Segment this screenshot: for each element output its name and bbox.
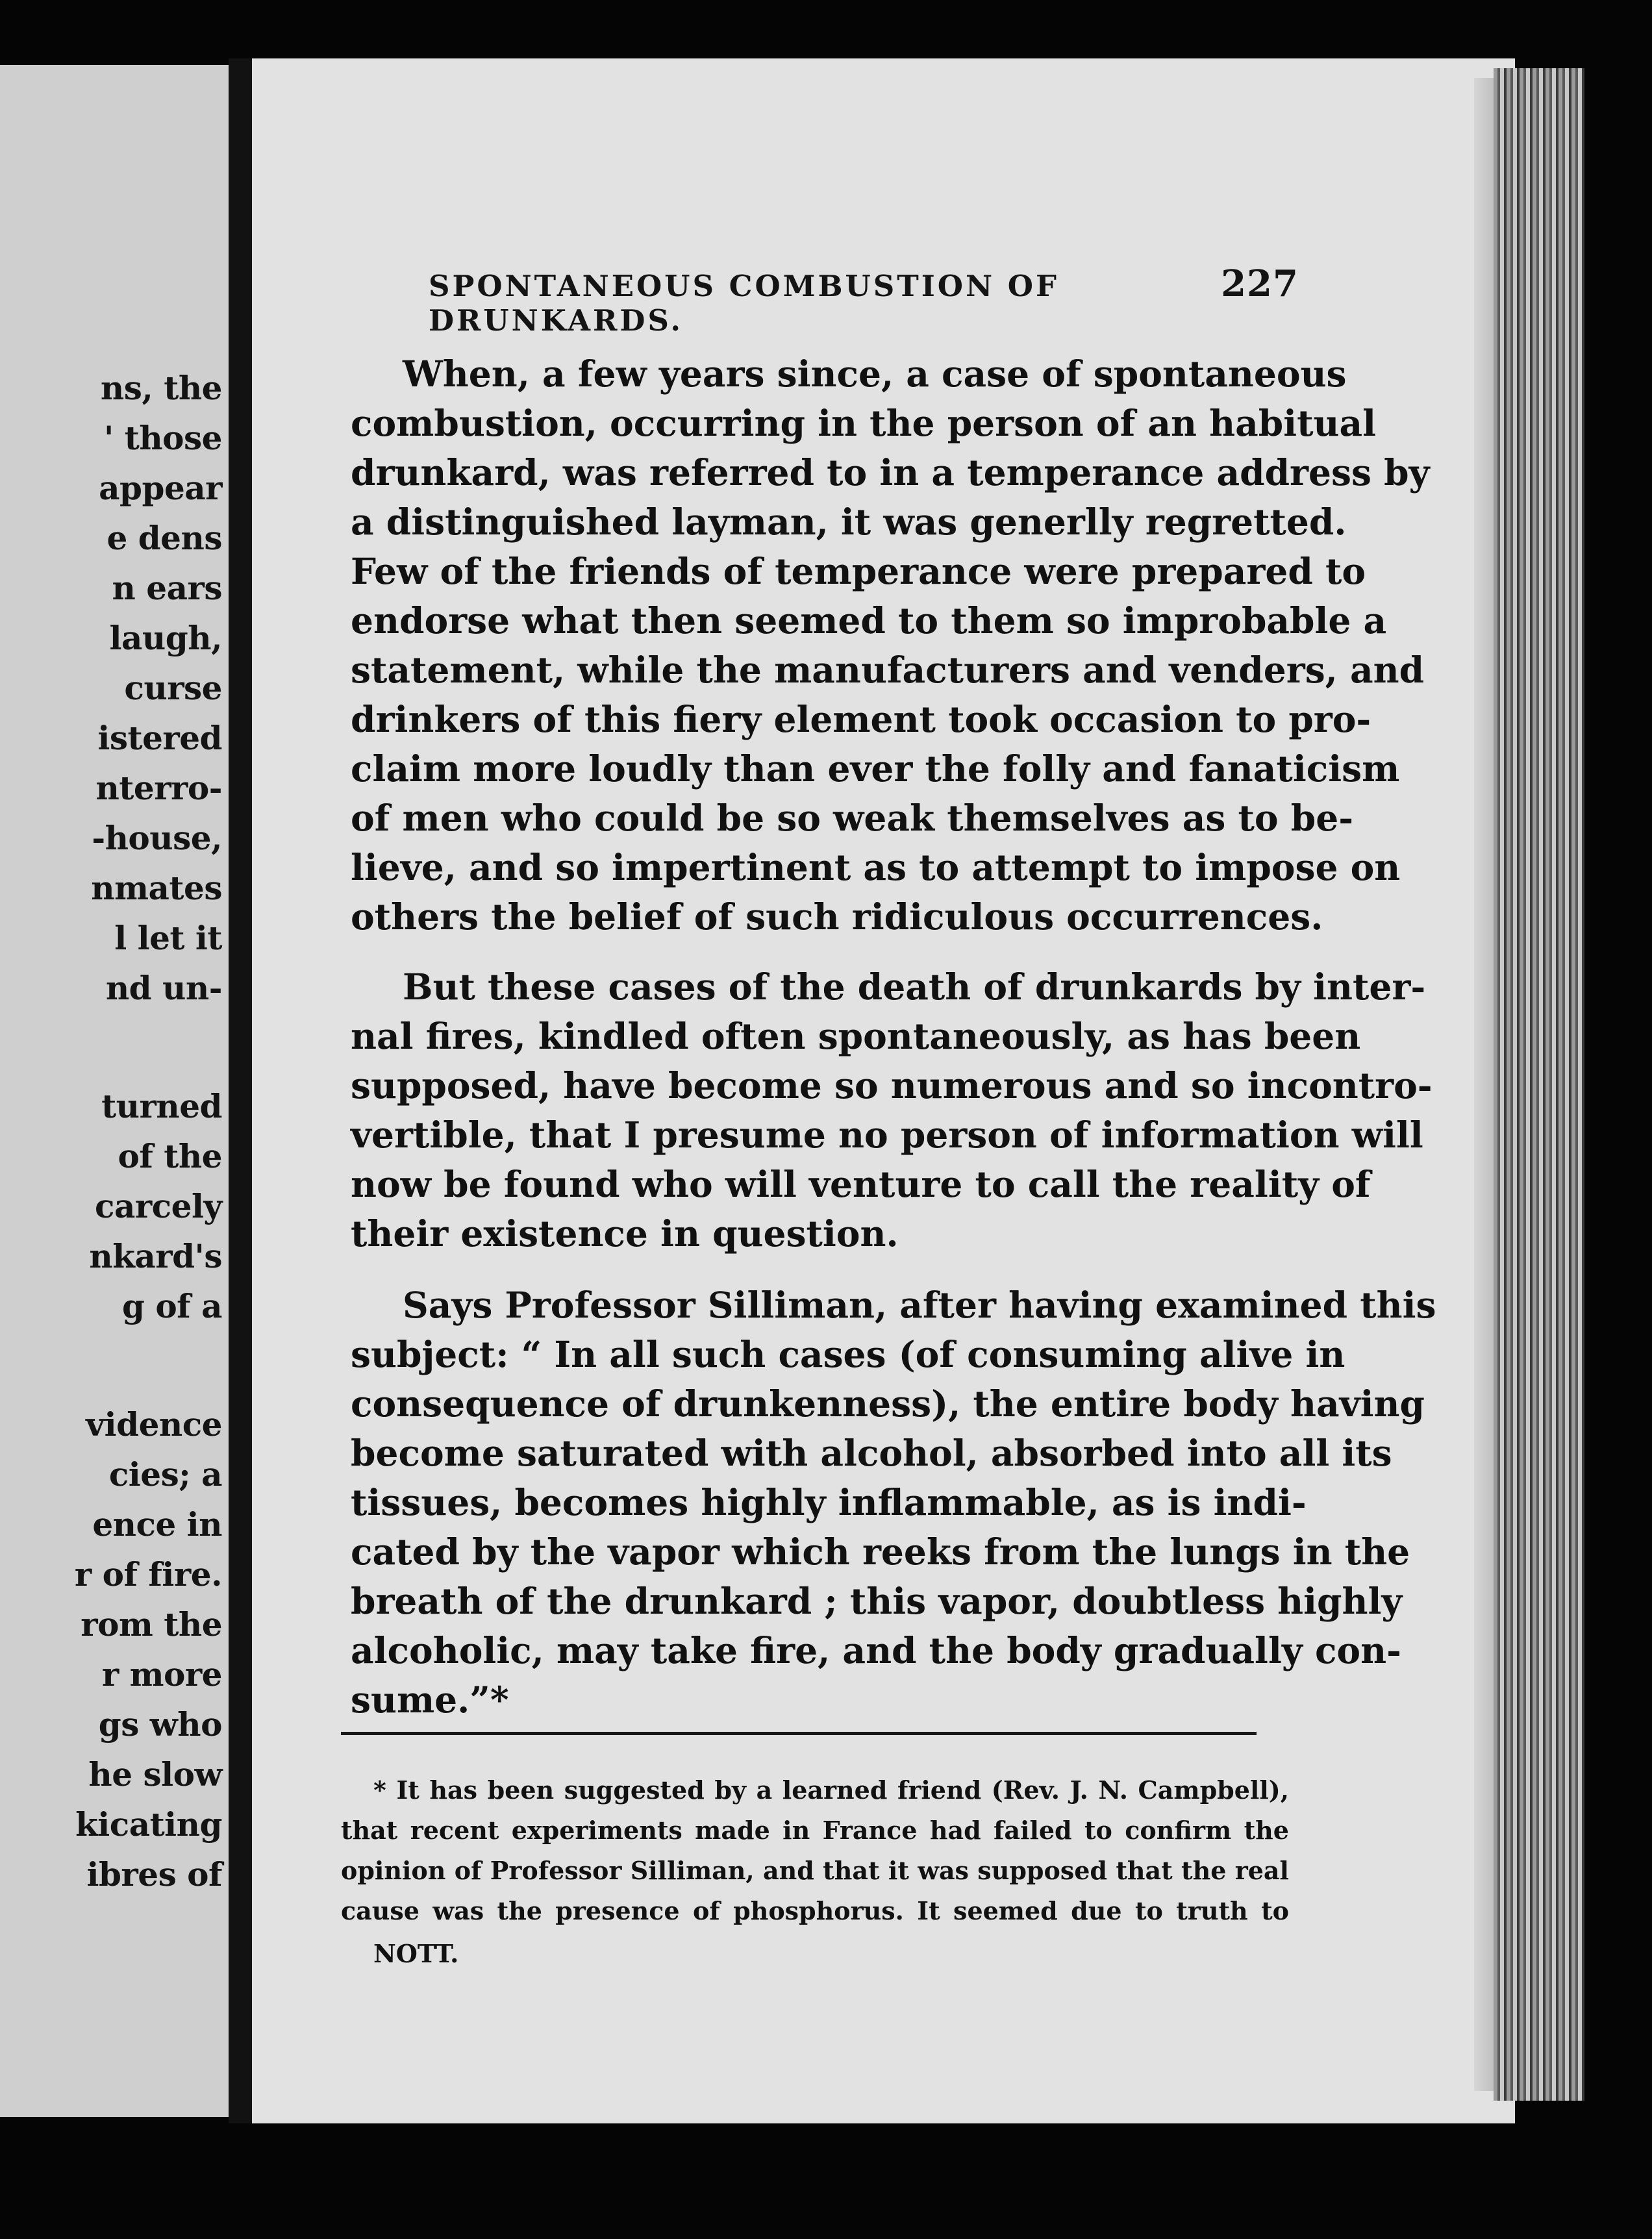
body-line: others the belief of such ridiculous occurrences. [351, 895, 1323, 938]
left-page-fragment: r more [101, 1655, 222, 1694]
body-line: vertible, that I presume no person of information will [351, 1114, 1423, 1156]
body-line: now be found who will venture to call the reality of [351, 1163, 1371, 1205]
left-page-fragment: appear [99, 469, 222, 507]
book-gutter [229, 58, 252, 2123]
body-line: nal fires, kindled often spontaneously, as has been [351, 1015, 1361, 1057]
left-page-fragment: r of fire. [74, 1555, 222, 1594]
left-page-fragment: istered [97, 719, 222, 757]
body-line: endorse what then seemed to them so improbable a [351, 599, 1387, 642]
body-line: alcoholic, may take fire, and the body gradually con- [351, 1629, 1401, 1671]
body-line: Few of the friends of temperance were prepared to [351, 550, 1366, 592]
body-line: supposed, have become so numerous and so incontro- [351, 1064, 1433, 1107]
left-page-fragment: vidence [86, 1405, 222, 1444]
body-line: sume.”* [351, 1679, 509, 1721]
left-page-fragment: nd un- [105, 969, 222, 1007]
left-page-fragment: laugh, [109, 619, 222, 657]
left-page-fragment: nkard's [89, 1237, 222, 1275]
footnote-line: NOTT. [373, 1939, 459, 1968]
left-page-fragment: g of a [121, 1287, 222, 1325]
body-line: When, a few years since, a case of spontaneous [403, 353, 1347, 395]
left-page-fragment: he slow [88, 1755, 222, 1794]
body-line: But these cases of the death of drunkards by inter- [403, 966, 1426, 1008]
left-page-fragment: l let it [114, 919, 222, 957]
running-head [429, 262, 1299, 338]
body-line: statement, while the manufacturers and venders, and [351, 649, 1425, 691]
body-line: combustion, occurring in the person of an habitual [351, 402, 1377, 444]
left-facing-page [0, 65, 229, 2117]
body-line: drunkard, was referred to in a temperance address by [351, 451, 1430, 494]
left-page-fragment: ns, the [100, 369, 222, 407]
page-number: 227 [1221, 262, 1299, 305]
body-line: breath of the drunkard ; this vapor, doubtless highly [351, 1580, 1403, 1622]
left-page-fragment: ence in [92, 1505, 222, 1544]
body-line: their existence in question. [351, 1212, 899, 1255]
left-page-fragment: nterro- [95, 769, 222, 807]
body-line: lieve, and so impertinent as to attempt to impose on [351, 846, 1401, 888]
left-page-fragment: e dens [106, 519, 222, 557]
left-page-fragment: n ears [112, 569, 222, 607]
footnote-rule [341, 1732, 1257, 1735]
body-line: tissues, becomes highly inflammable, as is indi- [351, 1481, 1307, 1523]
footnote-line: that recent experiments made in France had failed to confirm the [341, 1816, 1289, 1845]
footnote-line: opinion of Professor Silliman, and that it was supposed that the real [341, 1856, 1289, 1885]
body-line: a distinguished layman, it was generlly regretted. [351, 501, 1347, 543]
body-line: subject: “ In all such cases (of consuming alive in [351, 1333, 1345, 1375]
page-edges [1494, 68, 1584, 2101]
left-page-fragment: gs who [98, 1705, 222, 1744]
footnote-line: cause was the presence of phosphorus. It seemed due to truth to [341, 1896, 1289, 1925]
body-line: cated by the vapor which reeks from the lungs in the [351, 1531, 1410, 1573]
footnote-line: * It has been suggested by a learned friend (Rev. J. N. Campbell), [373, 1775, 1289, 1805]
left-page-fragment: rom the [81, 1605, 222, 1644]
body-line: become saturated with alcohol, absorbed into all its [351, 1432, 1392, 1474]
left-page-fragment: ' those [104, 419, 222, 457]
left-page-fragment: turned [101, 1087, 222, 1125]
left-page-fragment: of the [118, 1137, 222, 1175]
left-page-fragment: kicating [75, 1805, 222, 1844]
left-page-fragment: cies; a [108, 1455, 222, 1494]
left-page-fragment: ibres of [86, 1855, 222, 1894]
left-page-fragment: nmates [91, 869, 222, 907]
body-line: of men who could be so weak themselves as to be- [351, 797, 1354, 839]
left-page-fragment: carcely [95, 1187, 222, 1225]
running-head-title: SPONTANEOUS COMBUSTION OF DRUNKARDS. [429, 269, 1059, 338]
body-line: Says Professor Silliman, after having examined this [403, 1284, 1436, 1326]
left-page-fragment: -house, [92, 819, 222, 857]
body-line: drinkers of this fiery element took occasion to pro- [351, 698, 1371, 740]
body-line: claim more loudly than ever the folly and fanaticism [351, 747, 1400, 790]
body-line: consequence of drunkenness), the entire body having [351, 1382, 1425, 1425]
left-page-fragment: curse [124, 669, 222, 707]
